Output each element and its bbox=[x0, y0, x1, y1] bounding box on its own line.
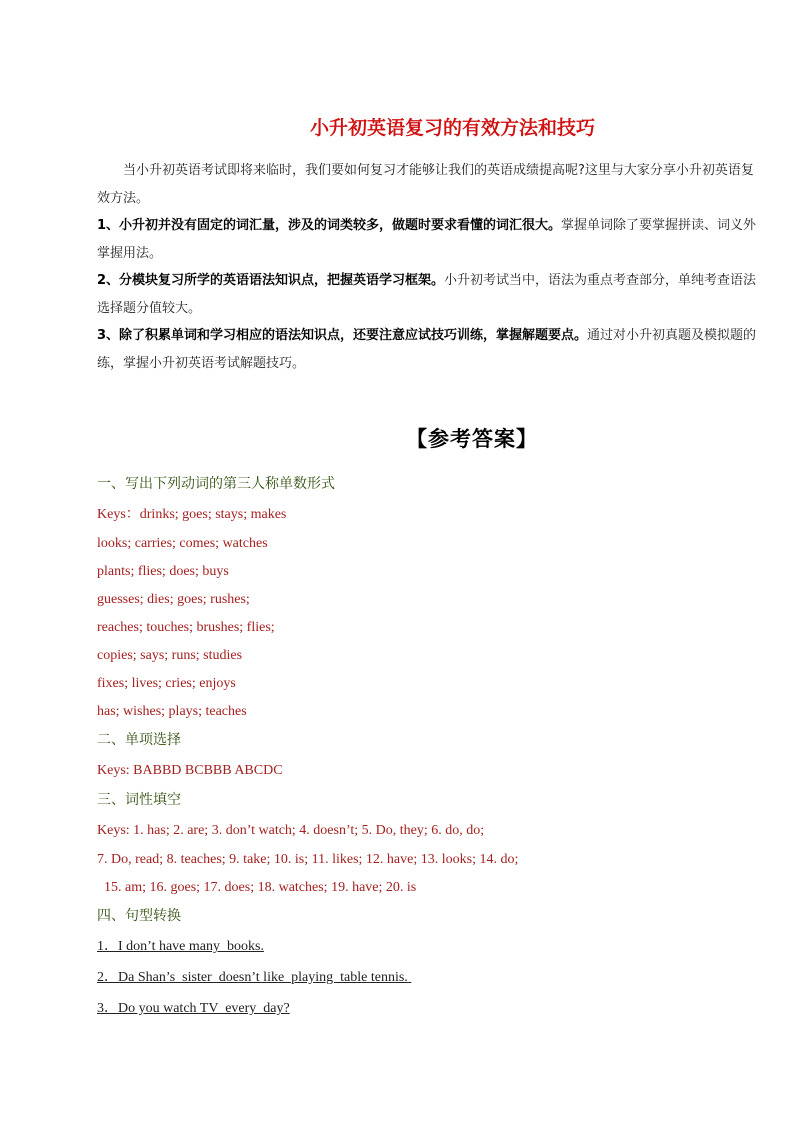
section-1-line: looks; carries; comes; watches bbox=[97, 536, 268, 551]
section-1-line: copies; says; runs; studies bbox=[97, 648, 243, 663]
section-1-line: reaches; touches; brushes; flies; bbox=[97, 620, 275, 635]
answers-section bbox=[97, 470, 777, 1024]
section-3-line: 15. am; 16. goes; 17. does; 18. watches; 19. have; 20. is bbox=[97, 880, 417, 895]
section-4-line bbox=[97, 962, 777, 993]
tip-point-3-rest: 通过对小升初真题及模拟题的 bbox=[587, 328, 757, 343]
section-4-title: 四、句型转换 bbox=[97, 908, 181, 924]
tip-point-1-line-2: 掌握用法。 bbox=[97, 245, 163, 261]
tip-point-1 bbox=[97, 212, 794, 240]
section-4-line bbox=[97, 931, 777, 962]
section-4-answer: 3．Do you watch TV every day? bbox=[97, 1001, 290, 1016]
section-1-line: has; wishes; plays; teaches bbox=[97, 704, 247, 719]
section-4-answer: 1．I don’t have many books. bbox=[97, 939, 264, 954]
section-4-answer: 2．Da Shan’s sister doesn’t like playing table tennis. bbox=[97, 970, 412, 985]
intro-line-2: 效方法。 bbox=[97, 190, 150, 206]
tips-title: 小升初英语复习的有效方法和技巧 bbox=[310, 117, 596, 139]
section-1-line: plants; flies; does; buys bbox=[97, 564, 229, 579]
tip-point-2-rest: 小升初考试当中，语法为重点考查部分，单纯考查语法 bbox=[444, 273, 757, 288]
section-3-line: Keys: 1. has; 2. are; 3. don’t watch; 4. doesn’t; 5. Do, they; 6. do, do; bbox=[97, 823, 485, 838]
section-1-line: guesses; dies; goes; rushes; bbox=[97, 592, 250, 607]
intro-line-1: 当小升初英语考试即将来临时，我们要如何复习才能够让我们的英语成绩提高呢?这里与大家分享小升初英语复 bbox=[123, 163, 754, 178]
section-1-title: 一、写出下列动词的第三人称单数形式 bbox=[97, 476, 335, 492]
answers-heading: 【参考答案】 bbox=[406, 426, 538, 451]
tip-point-1-bold: 1、小升初并没有固定的词汇量，涉及的词类较多，做题时要求看懂的词汇很大。 bbox=[97, 218, 562, 233]
section-2-title: 二、单项选择 bbox=[97, 732, 181, 748]
tip-point-3 bbox=[97, 322, 794, 350]
tip-point-2-bold: 2、分模块复习所学的英语语法知识点，把握英语学习框架。 bbox=[97, 273, 445, 288]
tips-body bbox=[97, 157, 794, 377]
tip-point-3-line-2: 练，掌握小升初英语考试解题技巧。 bbox=[97, 355, 306, 371]
section-1-line: fixes; lives; cries; enjoys bbox=[97, 676, 236, 691]
section-1-line: Keys：drinks; goes; stays; makes bbox=[97, 507, 287, 522]
section-3-title: 三、词性填空 bbox=[97, 792, 181, 808]
tip-point-2 bbox=[97, 267, 794, 295]
tip-point-3-bold: 3、除了积累单词和学习相应的语法知识点，还要注意应试技巧训练，掌握解题要点。 bbox=[97, 328, 588, 343]
section-4-line bbox=[97, 993, 777, 1024]
tip-point-1-rest: 掌握单词除了要掌握拼读、词义外 bbox=[561, 218, 757, 233]
section-2-line: Keys: BABBD BCBBB ABCDC bbox=[97, 763, 283, 778]
section-3-line: 7. Do, read; 8. teaches; 9. take; 10. is; 11. likes; 12. have; 13. looks; 14. do; bbox=[97, 852, 519, 867]
tip-point-2-line-2: 选择题分值较大。 bbox=[97, 300, 202, 316]
